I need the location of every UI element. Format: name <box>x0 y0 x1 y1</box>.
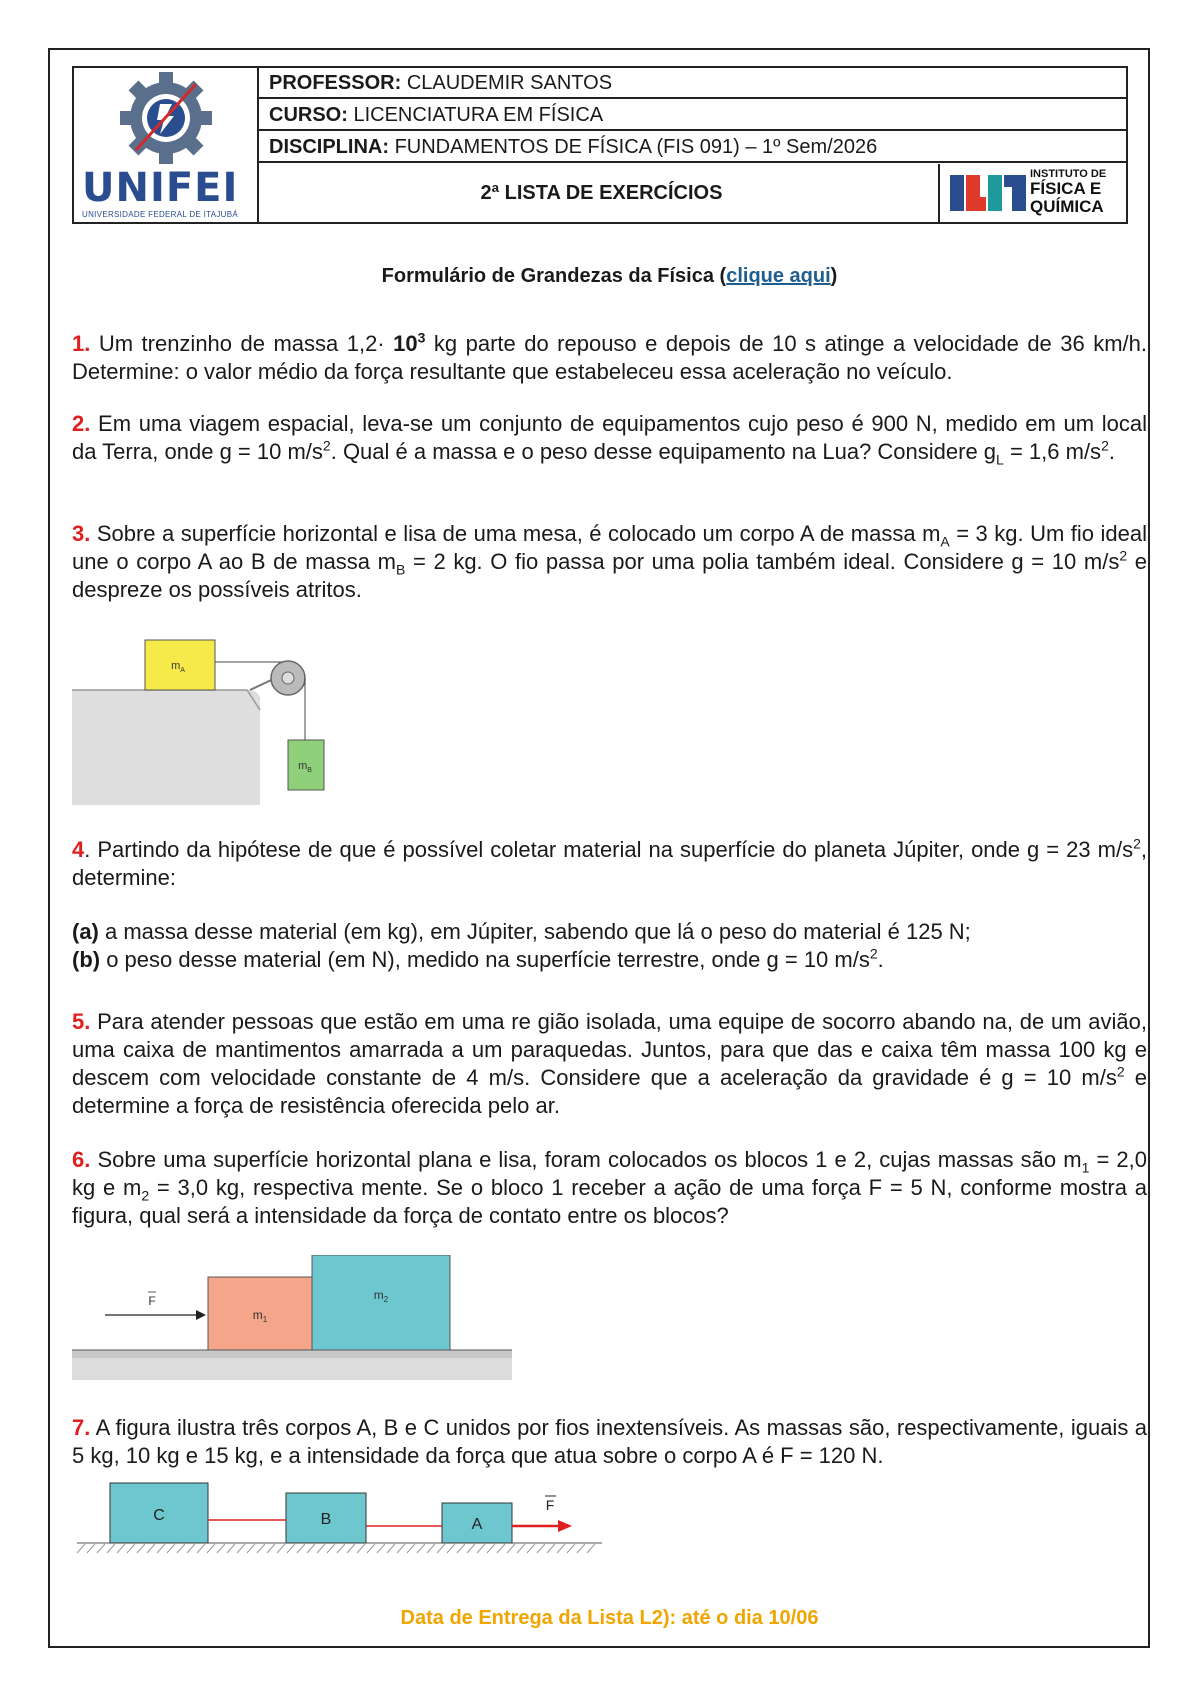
question-4b <box>72 946 1147 974</box>
question-5 <box>72 1008 1147 1120</box>
q4-b-sup: 2 <box>869 945 878 962</box>
q7-number: 7. <box>72 1415 91 1440</box>
question-3 <box>72 520 1147 604</box>
fig3-mb-sub: B <box>307 767 312 774</box>
q3-number: 3. <box>72 521 91 546</box>
q4-b-label: (b) <box>72 947 101 972</box>
question-2 <box>72 410 1147 466</box>
q3-sup1: 2 <box>1119 547 1128 564</box>
q3-text-d: e despreze os possíveis atritos. <box>72 549 1147 602</box>
q4-text-a: . Partindo da hipótese de que é possível coletar material na superfície do planeta Júpiter, onde g = 23 m/s <box>84 837 1134 862</box>
figure-3-pulley <box>72 635 342 805</box>
due-date: Data de Entrega da Lista L2): até o dia 10/06 <box>400 1607 819 1629</box>
disciplina-row <box>259 132 1126 163</box>
disciplina-value: FUNDAMENTOS DE FÍSICA (FIS 091) – 1º Sem/2026 <box>394 136 878 158</box>
q2-sub1: L <box>996 451 1004 468</box>
q6-sub2: 2 <box>141 1187 150 1204</box>
q2-sup2: 2 <box>1101 437 1109 454</box>
professor-value: CLAUDEMIR SANTOS <box>406 72 613 94</box>
q3-sub1: A <box>940 533 950 550</box>
q5-sup1: 2 <box>1116 1063 1125 1080</box>
force-arrow-icon <box>196 1310 206 1320</box>
fig7-b-label: B <box>320 1511 332 1528</box>
q1-number: 1. <box>72 331 91 356</box>
q2-sup1: 2 <box>322 437 331 454</box>
q6-text-a: Sobre uma superfície horizontal plana e lisa, foram colocados os blocos 1 e 2, cujas massas são m <box>90 1147 1082 1172</box>
figure-7-three-blocks <box>72 1478 612 1568</box>
q3-sub2: B <box>396 561 406 578</box>
q3-text-c: = 2 kg. O fio passa por uma polia também ideal. Considere g = 10 m/s <box>405 549 1120 574</box>
q2-number: 2. <box>72 411 91 436</box>
q5-text-b: e determine a força de resistência oferecida pelo ar. <box>72 1065 1147 1118</box>
q5-number: 5. <box>72 1009 91 1034</box>
formulario-suffix: ) <box>830 265 838 287</box>
q1-text-a: Um trenzinho de massa 1,2· <box>90 331 394 356</box>
q4-b-text-a: o peso desse material (em N), medido na superfície terrestre, onde g = 10 m/s <box>100 947 870 972</box>
fig6-m1-label: m <box>252 1308 263 1322</box>
question-4 <box>72 836 1147 892</box>
ifq-line1: FÍSICA E <box>1030 179 1102 198</box>
q3-text-a: Sobre a superfície horizontal e lisa de uma mesa, é colocado um corpo A de massa m <box>90 521 941 546</box>
q4-b-text-b: . <box>877 947 884 972</box>
fig6-m2-sub: 2 <box>383 1295 389 1304</box>
q1-text-b: kg parte do repouso e depois de 10 s atinge a velocidade de 36 km/h. Determine: o valor médio da força resultante que estabeleceu essa aceleração no veículo. <box>72 331 1147 384</box>
curso-row <box>259 100 1126 131</box>
q4-a-text: a massa desse material (em kg), em Júpiter, sabendo que lá o peso do material é 125 N; <box>98 919 971 944</box>
formulario-link[interactable]: clique aqui <box>726 265 831 287</box>
force-arrow-icon <box>558 1520 572 1532</box>
unifei-logo-text: UNIFEI <box>82 165 239 211</box>
formulario-line <box>72 262 1147 290</box>
q4-a-label: (a) <box>72 919 99 944</box>
question-7 <box>72 1414 1147 1470</box>
professor-label: PROFESSOR: <box>269 72 402 94</box>
q2-text-a: Em uma viagem espacial, leva-se um conjunto de equipamentos cujo peso é 900 N, medido em um local da Terra, onde g = 10 m/s <box>72 411 1147 464</box>
list-title-row <box>259 164 1126 222</box>
q2-text-d: . <box>1108 439 1115 464</box>
q2-text-c: = 1,6 m/s <box>1003 439 1102 464</box>
q2-text-b: . Qual é a massa e o peso desse equipamento na Lua? Considere g <box>330 439 997 464</box>
q6-number: 6. <box>72 1147 91 1172</box>
fig3-ma-sub: A <box>180 667 185 674</box>
fig6-force-label: F <box>148 1294 156 1308</box>
ifq-logo-text <box>1030 168 1106 216</box>
fig7-c-label: C <box>153 1507 165 1524</box>
q1-exp-base: 10 <box>393 331 418 356</box>
fig6-m2-label: m <box>373 1288 384 1302</box>
fig7-force-label: F <box>545 1497 555 1513</box>
list-title: 2ª LISTA DE EXERCÍCIOS <box>480 182 723 204</box>
q6-text-c: = 3,0 kg, respectiva mente. Se o bloco 1 receber a ação de uma força F = 5 N, conforme mostra a figura, qual será a intensidade da força de contato entre os blocos? <box>72 1175 1147 1228</box>
block-2 <box>312 1255 450 1350</box>
q4-number: 4 <box>72 837 85 862</box>
fig6-m1-sub: 1 <box>262 1315 268 1324</box>
question-6 <box>72 1146 1147 1230</box>
fig3-ma-label: m <box>171 660 181 672</box>
fig7-a-label: A <box>471 1516 483 1533</box>
curso-value: LICENCIATURA EM FÍSICA <box>353 104 604 126</box>
header-table <box>72 66 1128 224</box>
formulario-prefix: Formulário de Grandezas da Física ( <box>381 265 727 287</box>
q6-text-b: = 2,0 kg e m <box>72 1147 1147 1200</box>
professor-row <box>259 68 1126 99</box>
ifq-small: INSTITUTO DE <box>1030 168 1107 180</box>
q3-text-b: = 3 kg. Um fio ideal une o corpo A ao B de massa m <box>72 521 1147 574</box>
figure-6-blocks <box>72 1255 522 1385</box>
gear-logo-icon <box>74 68 257 168</box>
question-4a <box>72 918 1147 946</box>
fig3-mb-label: m <box>298 760 308 772</box>
q7-text-a: A figura ilustra três corpos A, B e C unidos por fios inextensíveis. As massas são, respectivamente, iguais a 5 kg, 10 kg e 15 kg, e a intensidade da força que atua sobre o corpo A é F = 120 N. <box>72 1415 1147 1468</box>
q1-exp: 3 <box>417 329 426 346</box>
curso-label: CURSO: <box>269 104 348 126</box>
q4-text-b: , determine: <box>72 837 1147 890</box>
disciplina-label: DISCIPLINA: <box>269 136 389 158</box>
ifq-line2: QUÍMICA <box>1030 197 1104 216</box>
q6-sub1: 1 <box>1081 1159 1090 1176</box>
ifq-logo-icon <box>946 167 1030 219</box>
unifei-logo <box>74 68 259 222</box>
ifq-logo <box>938 164 1126 222</box>
unifei-logo-subtitle: UNIVERSIDADE FEDERAL DE ITAJUBÁ <box>82 210 238 219</box>
q4-sup1: 2 <box>1133 835 1141 852</box>
question-1 <box>72 330 1147 386</box>
q5-text-a: Para atender pessoas que estão em uma re gião isolada, uma equipe de socorro abando na, de um avião, uma caixa de mantimentos amarrada a um paraquedas. Juntos, para que das e caixa têm massa 100 kg e descem com velocidade constante de 4 m/s. Considere que a aceleração da gravidade é g = 10 m/s <box>72 1009 1147 1090</box>
